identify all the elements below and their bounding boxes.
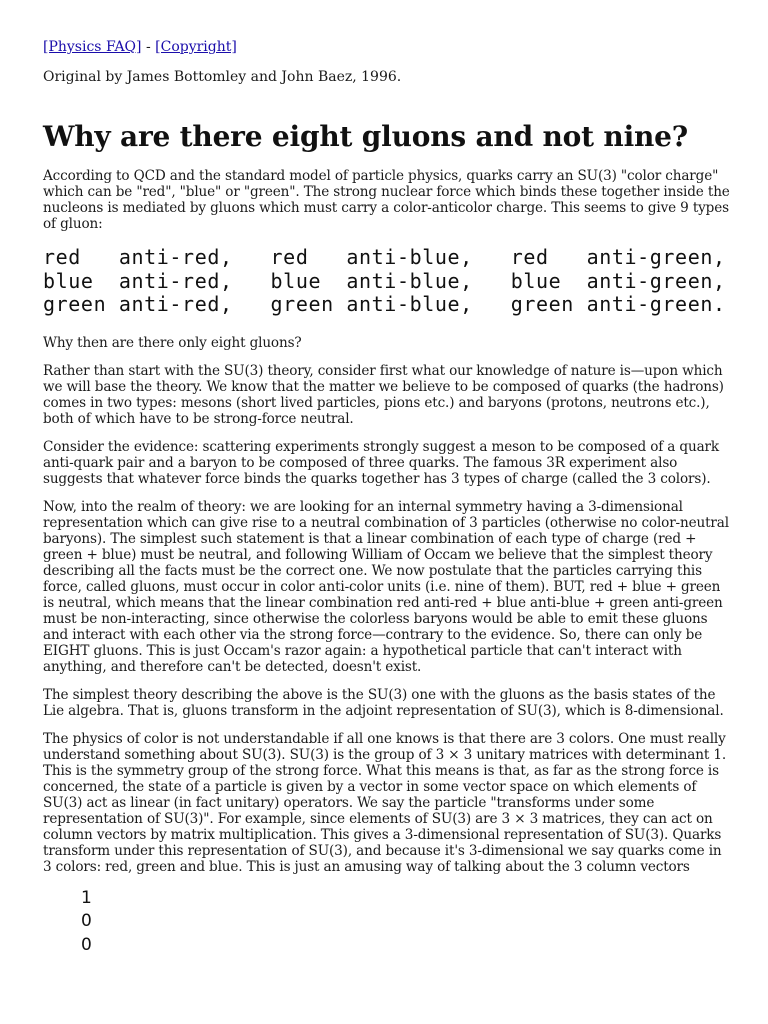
gluon-row: blue anti-red, blue anti-blue, blue anti-green, (43, 268, 726, 293)
gluon-row: red anti-red, red anti-blue, red anti-green, (43, 245, 726, 269)
document-page (43, 30, 733, 957)
gluon-combinations-table (43, 246, 733, 317)
body-paragraph: Consider the evidence: scattering experiments strongly suggest a meson to be composed of a quark anti-quark pair and a baryon to be composed of three quarks. The famous 3R experiment also suggests that whatever force binds the quarks together has 3 types of charge (called the 3 colors). (43, 438, 719, 487)
page-title: Why are there eight gluons and not nine? (43, 120, 688, 153)
gluon-row: green anti-red, green anti-blue, green anti-green. (43, 292, 726, 316)
physics-faq-link[interactable]: [Physics FAQ] (43, 39, 142, 55)
body-paragraph: Rather than start with the SU(3) theory, consider first what our knowledge of nature is—upon which we will base the theory. We know that the matter we believe to be composed of quarks (the hadrons) comes in two types: mesons (short lived particles, pions etc.) and baryons (protons, neutrons etc.), both of which have to be strong-force neutral. (43, 362, 724, 427)
vector-entry: 0 (81, 934, 92, 955)
body-paragraph: Why then are there only eight gluons? (43, 334, 302, 351)
intro-paragraph: According to QCD and the standard model of particle physics, quarks carry an SU(3) "color charge" which can be "red", "blue" or "green". The strong nuclear force which binds these together inside the nucleons is mediated by gluons which must carry a color-anticolor charge. This seems to give 9 types of gluon: (43, 168, 730, 232)
column-vector (81, 887, 733, 958)
body-paragraph: The simplest theory describing the above is the SU(3) one with the gluons as the basis states of the Lie algebra. That is, gluons transform in the adjoint representation of SU(3), which is 8-dimensional. (43, 686, 724, 719)
body-paragraph: The physics of color is not understandable if all one knows is that there are 3 colors. One must really understand something about SU(3). SU(3) is the group of 3 × 3 unitary matrices with determinant 1. This is the symmetry group of the strong force. What this means is that, as far as the strong force is concerned, the state of a particle is given by a vector in some vector space on which elements of SU(3) act as linear (in fact unitary) operators. We say the particle "transforms under some representation of SU(3)". For example, since elements of SU(3) are 3 × 3 matrices, they can act on column vectors by matrix multiplication. This gives a 3-dimensional representation of SU(3). Quarks transform under this representation of SU(3), and because it's 3-dimensional we say quarks come in 3 colors: red, green and blue. This is just an amusing way of talking about the 3 column vectors (43, 730, 726, 875)
vector-entry: 1 (81, 887, 92, 908)
author-credit: Original by James Bottomley and John Baez, 1996. (43, 69, 402, 85)
copyright-link[interactable]: [Copyright] (155, 39, 237, 55)
nav-separator: - (141, 39, 156, 55)
top-nav (43, 38, 733, 56)
vector-entry: 0 (81, 911, 92, 931)
body-paragraph: Now, into the realm of theory: we are looking for an internal symmetry having a 3-dimensional representation which can give rise to a neutral combination of 3 particles (otherwise no color-neutral baryons). The simplest such statement is that a linear combination of each type of charge (red + green + blue) must be neutral, and following William of Occam we believe that the simplest theory describing all the facts must be the correct one. We now postulate that the particles carrying this force, called gluons, must occur in color anti-color units (i.e. nine of them). BUT, red + blue + green is neutral, which means that the linear combination red anti-red + blue anti-blue + green anti-green must be non-interacting, since otherwise the colorless baryons would be able to emit these gluons and interact with each other via the strong force—contrary to the evidence. So, there can only be EIGHT gluons. This is just Occam's razor again: a hypothetical particle that can't interact with anything, and therefore can't be detected, doesn't exist. (43, 498, 729, 675)
